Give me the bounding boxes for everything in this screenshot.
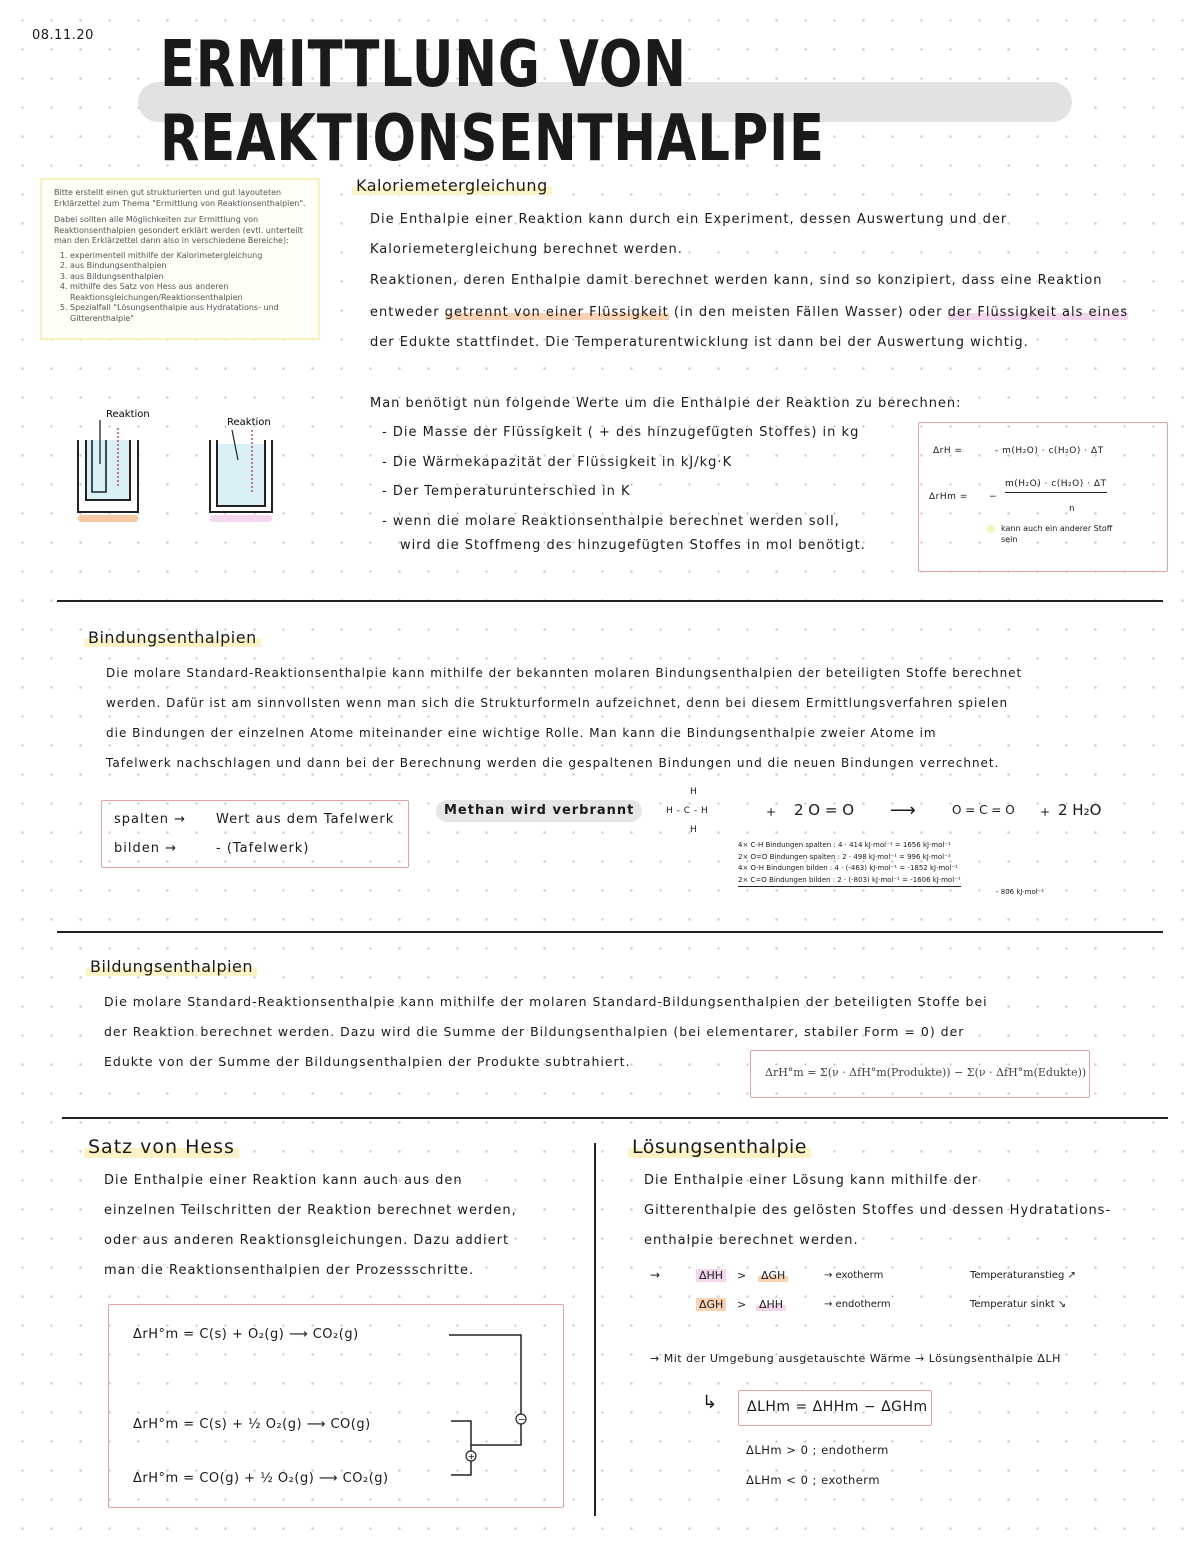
bildung-line: Edukte von der Summe der Bildungsenthalpien der Produkte subtrahiert. bbox=[104, 1054, 631, 1069]
loesung-line: enthalpie berechnet werden. bbox=[644, 1233, 859, 1248]
task-body: Dabei sollten alle Möglichkeiten zur Ermittlung von Reaktionsenthalpien gesondert erklärt werden (evtl. unterteilt man den Erklärzettel dann also in verschiedene Bereiche): bbox=[54, 215, 303, 245]
kalorimeter-heading bbox=[352, 176, 552, 195]
highlight-separate: getrennt von einer Flüssigkeit bbox=[444, 305, 669, 320]
bindung-line: Tafelwerk nachschlagen und dann bei der Berechnung werden die gespaltenen Bindungen und die neuen Bindungen verrechnet. bbox=[106, 756, 1000, 770]
reaction-arrow: ⟶ bbox=[890, 800, 916, 821]
row1-a: ΔHH bbox=[696, 1269, 726, 1282]
formula2-denominator: n bbox=[1069, 504, 1076, 514]
needed-item: - wenn die molare Reaktionsenthalpie berechnet werden soll, bbox=[382, 514, 840, 529]
task-card bbox=[40, 178, 320, 340]
diagram-label-1: Reaktion bbox=[106, 409, 150, 420]
task-list bbox=[54, 251, 306, 325]
calc-result: - 806 kJ·mol⁻¹ bbox=[996, 888, 1045, 896]
hess-line: Die Enthalpie einer Reaktion kann auch aus den bbox=[104, 1173, 463, 1188]
rule1-b: Wert aus dem Tafelwerk bbox=[216, 812, 395, 827]
calc-line: 2× O=O Bindungen spalten : 2 · 498 kJ·mol⁻¹ = 996 kJ·mol⁻¹ bbox=[738, 852, 951, 861]
bildung-line: der Reaktion berechnet werden. Dazu wird die Summe der Bildungsenthalpien (bei elementarer, stabiler Form = 0) der bbox=[104, 1024, 965, 1039]
bildung-heading-text: Bildungsenthalpien bbox=[86, 957, 257, 976]
calc-line: 4× C-H Bindungen spalten : 4 · 414 kJ·mol⁻¹ = 1656 kJ·mol⁻¹ bbox=[738, 841, 951, 849]
hess-line: einzelnen Teilschritten der Reaktion berechnet werden, bbox=[104, 1203, 517, 1218]
calc-line: 4× O-H Bindungen bilden : 4 · (-463) kJ·mol⁻¹ = -1852 kJ·mol⁻¹ bbox=[738, 864, 958, 872]
diagram-label-2: Reaktion bbox=[227, 417, 271, 428]
hess-heading bbox=[84, 1136, 239, 1158]
calorimeter-svg bbox=[62, 400, 292, 530]
condition-endotherm: ΔLHm > 0 ; endotherm bbox=[746, 1443, 889, 1457]
bindung-heading-text: Bindungsenthalpien bbox=[84, 628, 261, 647]
loesung-formula: ΔLHm = ΔHHm − ΔGHm bbox=[747, 1399, 928, 1415]
bildung-line: Die molare Standard-Reaktionsenthalpie kann mithilfe der molaren Standard-Bildungsenthalpien der beteiligten Stoffe bei bbox=[104, 994, 988, 1009]
bindung-line: Die molare Standard-Reaktionsenthalpie kann mithilfe der bekannten molaren Bindungsenthalpien der beteiligten Stoffe berechnet bbox=[106, 666, 1023, 680]
row2-a: ΔGH bbox=[696, 1298, 726, 1311]
needed-item: - Der Temperaturunterschied in K bbox=[382, 484, 631, 499]
carbon-dioxide: O = C = O bbox=[952, 803, 1015, 817]
example-label: Methan wird verbrannt bbox=[436, 800, 642, 822]
oxygen: 2 O = O bbox=[794, 801, 855, 819]
loesung-line: Gitterenthalpie des gelösten Stoffes und dessen Hydratations- bbox=[644, 1203, 1112, 1218]
kalorimeter-paragraph-2c: der Edukte stattfindet. Die Temperaturentwicklung ist dann bei der Auswertung wichtig. bbox=[370, 335, 1029, 350]
formula1-lhs: ΔrH = bbox=[933, 446, 963, 456]
bildung-formula: ΔrH°m = Σ(ν · ΔfH°m(Produkte)) − Σ(ν · ΔfH°m(Edukte)) bbox=[765, 1066, 1087, 1079]
row2-result: → endotherm bbox=[824, 1299, 891, 1310]
corner-arrow-icon: ↳ bbox=[702, 1392, 718, 1413]
row1-temperature: Temperaturanstieg ↗ bbox=[970, 1270, 1076, 1281]
needed-intro: Man benötigt nun folgende Werte um die Enthalpie der Reaktion zu berechnen: bbox=[370, 396, 962, 411]
row2-temperature: Temperatur sinkt ↘ bbox=[970, 1299, 1067, 1310]
bindung-line: die Bindungen der einzelnen Atome miteinander eine wichtige Rolle. Man kann die Bindungsenthalpie zweier Atome im bbox=[106, 726, 937, 740]
bindung-line: werden. Dafür ist am sinnvollsten wenn man sich die Strukturformeln aufzeichnet, denn bei diesem Ermittlungsverfahren spielen bbox=[106, 696, 1009, 710]
row1-result: → exotherm bbox=[824, 1270, 884, 1281]
formula-note: kann auch ein anderer Stoff sein bbox=[1001, 524, 1113, 544]
task-item: 4. mithilfe des Satz von Hess aus anderen Reaktionsgleichungen/Reaktionsenthalpien bbox=[70, 282, 306, 303]
bindung-rule-box bbox=[101, 800, 409, 868]
hess-line: man die Reaktionsenthalpien der Prozessschritte. bbox=[104, 1263, 475, 1278]
section-divider bbox=[57, 931, 1163, 933]
needed-list bbox=[382, 418, 922, 558]
task-item: 1. experimentell mithilfe der Kalorimetergleichung bbox=[70, 251, 306, 262]
row1-arrow: → bbox=[650, 1268, 661, 1282]
calc-line: 2× C=O Bindungen bilden : 2 · (-803) kJ·mol⁻¹ = -1606 kJ·mol⁻¹ bbox=[738, 875, 961, 888]
methane-top: H bbox=[690, 787, 698, 797]
row2-b: ΔHH bbox=[756, 1298, 786, 1311]
task-item: 2. aus Bindungsenthalpien bbox=[70, 261, 306, 272]
loesung-heading-text: Lösungsenthalpie bbox=[628, 1136, 811, 1158]
rule2-a: bilden → bbox=[114, 841, 177, 856]
loesung-heading bbox=[628, 1136, 811, 1158]
formula2-numerator: m(H₂O) · c(H₂O) · ΔT bbox=[1005, 478, 1107, 493]
minus-label: − bbox=[518, 1415, 526, 1426]
hess-line: oder aus anderen Reaktionsgleichungen. Dazu addiert bbox=[104, 1233, 510, 1248]
hess-box bbox=[108, 1304, 564, 1508]
calorimeter-diagrams bbox=[62, 400, 292, 530]
hess-connector bbox=[439, 1325, 549, 1495]
page-title: ERMITTLUNG VON REAKTIONSENTHALPIE bbox=[160, 28, 825, 176]
task-item: 3. aus Bildungsenthalpien bbox=[70, 272, 306, 283]
formula1-rhs: - m(H₂O) · c(H₂O) · ΔT bbox=[995, 446, 1104, 456]
kalorimeter-paragraph-2a: Reaktionen, deren Enthalpie damit berechnet werden kann, sind so konzipiert, dass eine Reaktion bbox=[370, 273, 1103, 288]
bildung-heading bbox=[86, 957, 257, 976]
loesung-paragraph bbox=[644, 1166, 1174, 1256]
calorimeter-formula-box: ΔrH = - m(H₂O) · c(H₂O) · ΔT ΔrHm = − m(H₂O) · c(H₂O) · ΔT n kann auch ein anderer Stoff sein bbox=[918, 422, 1168, 572]
task-item: 5. Spezialfall "Lösungsenthalpie aus Hydratations- und Gitterenthalpie" bbox=[70, 303, 306, 324]
row1-b: ΔGH bbox=[758, 1269, 788, 1282]
condition-exotherm: ΔLHm < 0 ; exotherm bbox=[746, 1473, 881, 1487]
umgebung-line: → Mit der Umgebung ausgetauschte Wärme → Lösungsenthalpie ΔLH bbox=[650, 1352, 1061, 1365]
row1-op: > bbox=[737, 1269, 747, 1282]
bond-calculation bbox=[738, 840, 1098, 899]
needed-item: wird die Stoffmeng des hinzugefügten Stoffes in mol benötigt. bbox=[400, 538, 866, 553]
hess-equation-2: ΔrH°m = C(s) + ½ O₂(g) ⟶ CO(g) bbox=[133, 1417, 371, 1432]
date: 08.11.20 bbox=[32, 28, 94, 43]
needed-item: - Die Masse der Flüssigkeit ( + des hinzugefügten Stoffes) in kg bbox=[382, 425, 860, 440]
methane-bottom: H bbox=[690, 825, 698, 835]
hess-equation-3: ΔrH°m = CO(g) + ½ O₂(g) ⟶ CO₂(g) bbox=[133, 1471, 389, 1486]
water: 2 H₂O bbox=[1058, 801, 1102, 819]
methane: H - C - H bbox=[666, 806, 709, 816]
row2-op: > bbox=[737, 1298, 747, 1311]
plus-label: + bbox=[467, 1452, 476, 1463]
highlight-liquid: der Flüssigkeit als eines bbox=[947, 305, 1129, 320]
rule2-b: - (Tafelwerk) bbox=[216, 841, 310, 856]
section-divider bbox=[57, 600, 1163, 602]
text-span: entweder bbox=[370, 305, 440, 320]
task-intro: Bitte erstellt einen gut strukturierten und gut layouteten Erklärzettel zum Thema "Ermittlung von Reaktionsenthalpien". bbox=[54, 188, 306, 208]
note-marker bbox=[987, 525, 995, 533]
loesung-formula-box bbox=[738, 1390, 932, 1426]
hess-heading-text: Satz von Hess bbox=[84, 1136, 239, 1158]
needed-item: - Die Wärmekapazität der Flüssigkeit in kJ/kg·K bbox=[382, 455, 733, 470]
text-span: (in den meisten Fällen Wasser) oder bbox=[673, 305, 943, 320]
hess-paragraph bbox=[104, 1166, 574, 1286]
kalorimeter-paragraph-1: Die Enthalpie einer Reaktion kann durch ein Experiment, dessen Auswertung und der Kaloriemetergleichung berechnet werden. bbox=[370, 212, 1008, 257]
column-divider bbox=[594, 1143, 596, 1516]
section-divider bbox=[62, 1117, 1168, 1119]
bindung-heading bbox=[84, 628, 261, 647]
bindung-paragraph bbox=[106, 658, 1166, 778]
plus-sign: + bbox=[1040, 805, 1051, 819]
kalorimeter-paragraph-2b bbox=[370, 298, 1128, 328]
rule1-a: spalten → bbox=[114, 812, 186, 827]
kalorimeter-heading-text: Kaloriemetergleichung bbox=[352, 176, 552, 195]
hess-equation-1: ΔrH°m = C(s) + O₂(g) ⟶ CO₂(g) bbox=[133, 1327, 359, 1342]
plus-sign: + bbox=[766, 805, 777, 819]
formula2-lhs: ΔrHm = bbox=[929, 492, 968, 502]
loesung-line: Die Enthalpie einer Lösung kann mithilfe der bbox=[644, 1173, 979, 1188]
bildung-formula-box bbox=[750, 1050, 1090, 1098]
